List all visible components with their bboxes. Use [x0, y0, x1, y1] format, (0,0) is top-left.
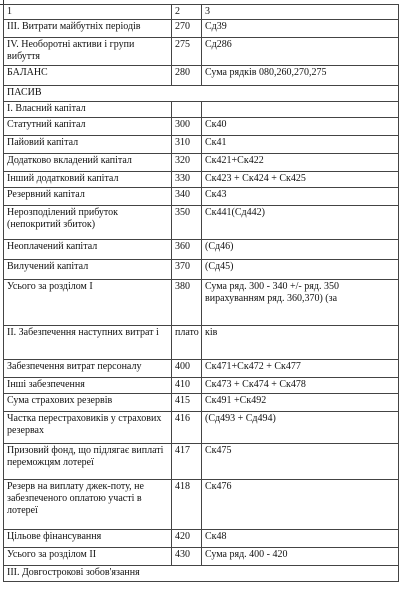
row-name: Резервний капітал [4, 188, 172, 206]
header-row [4, 5, 399, 20]
section-row [4, 566, 399, 582]
row-code: 320 [172, 154, 202, 172]
row-code: 370 [172, 260, 202, 280]
row-formula: Сума ряд. 400 - 420 [202, 548, 399, 566]
row-formula: Ск48 [202, 530, 399, 548]
table-row [4, 412, 399, 444]
row-name: І. Власний капітал [4, 102, 172, 118]
row-formula: Ск473 + Ск474 + Ск478 [202, 378, 399, 394]
table-row [4, 38, 399, 66]
table-row [4, 188, 399, 206]
row-name: Інший додатковий капітал [4, 172, 172, 188]
row-name: Нерозподілений прибуток (непокритий збиток) [4, 206, 172, 240]
row-code: 275 [172, 38, 202, 66]
row-name: Частка перестраховиків у страхових резервах [4, 412, 172, 444]
row-code: плато [172, 326, 202, 360]
table-row [4, 480, 399, 530]
row-name: III. Витрати майбутніх періодів [4, 20, 172, 38]
row-code: 300 [172, 118, 202, 136]
row-name: Інші забезпечення [4, 378, 172, 394]
row-formula: Сд39 [202, 20, 399, 38]
row-name: Усього за розділом І [4, 280, 172, 326]
row-code: 270 [172, 20, 202, 38]
row-code: 350 [172, 206, 202, 240]
table-row [4, 240, 399, 260]
row-formula: (Сд493 + Сд494) [202, 412, 399, 444]
table-row [4, 102, 399, 118]
row-formula: Ск475 [202, 444, 399, 480]
table-row [4, 118, 399, 136]
row-name: Призовий фонд, що підлягає виплаті переможцям лотереї [4, 444, 172, 480]
row-code: 400 [172, 360, 202, 378]
table-row [4, 136, 399, 154]
table-row [4, 66, 399, 86]
table-row [4, 548, 399, 566]
row-name: БАЛАНС [4, 66, 172, 86]
row-code: 420 [172, 530, 202, 548]
row-code: 310 [172, 136, 202, 154]
row-code [172, 102, 202, 118]
row-formula: Сд286 [202, 38, 399, 66]
header-cell: 1 [4, 5, 172, 20]
row-formula: (Сд45) [202, 260, 399, 280]
row-name: Усього за розділом ІІ [4, 548, 172, 566]
section-title: ІІІ. Довгострокові зобов'язання [4, 566, 399, 582]
row-formula: Ск491 +Ск492 [202, 394, 399, 412]
row-name: Додатково вкладений капітал [4, 154, 172, 172]
row-name: Забезпечення витрат персоналу [4, 360, 172, 378]
row-name: IV. Необоротні активи і групи вибуття [4, 38, 172, 66]
table-row [4, 444, 399, 480]
table-row [4, 260, 399, 280]
table-row [4, 154, 399, 172]
row-code: 417 [172, 444, 202, 480]
table-row [4, 20, 399, 38]
row-formula [202, 102, 399, 118]
row-formula: Сума рядків 080,260,270,275 [202, 66, 399, 86]
section-row [4, 86, 399, 102]
row-code: 380 [172, 280, 202, 326]
row-formula: Ск43 [202, 188, 399, 206]
table-row [4, 378, 399, 394]
table-row [4, 360, 399, 378]
table-row [4, 394, 399, 412]
row-code: 416 [172, 412, 202, 444]
row-name: Неоплачений капітал [4, 240, 172, 260]
row-code: 340 [172, 188, 202, 206]
row-formula: Ск423 + Ск424 + Ск425 [202, 172, 399, 188]
row-name: Сума страхових резервів [4, 394, 172, 412]
row-formula: Ск476 [202, 480, 399, 530]
table-row [4, 530, 399, 548]
row-name: Цільове фінансування [4, 530, 172, 548]
row-code: 280 [172, 66, 202, 86]
row-formula: Ск471+Ск472 + Ск477 [202, 360, 399, 378]
row-name: Резерв на виплату джек-поту, не забезпеченого оплатою участі в лотереї [4, 480, 172, 530]
row-code: 418 [172, 480, 202, 530]
row-code: 330 [172, 172, 202, 188]
row-code: 415 [172, 394, 202, 412]
section-title: ПАСИВ [4, 86, 399, 102]
row-code: 410 [172, 378, 202, 394]
table-row [4, 172, 399, 188]
table-row [4, 206, 399, 240]
row-name: Статутний капітал [4, 118, 172, 136]
row-name: Вилучений капітал [4, 260, 172, 280]
row-name: ІІ. Забезпечення наступних витрат і [4, 326, 172, 360]
row-code: 430 [172, 548, 202, 566]
row-formula: Ск421+Ск422 [202, 154, 399, 172]
table-row [4, 326, 399, 360]
row-formula: Ск41 [202, 136, 399, 154]
row-formula: ків [202, 326, 399, 360]
header-cell: 2 [172, 5, 202, 20]
header-cell: 3 [202, 5, 399, 20]
row-formula: (Сд46) [202, 240, 399, 260]
balance-table [3, 4, 399, 582]
row-formula: Ск441(Сд442) [202, 206, 399, 240]
row-code: 360 [172, 240, 202, 260]
table-row [4, 280, 399, 326]
row-name: Пайовий капітал [4, 136, 172, 154]
row-formula: Ск40 [202, 118, 399, 136]
row-formula: Сума ряд. 300 - 340 +/- ряд. 350 вирахуванням ряд. 360,370) (за [202, 280, 399, 326]
